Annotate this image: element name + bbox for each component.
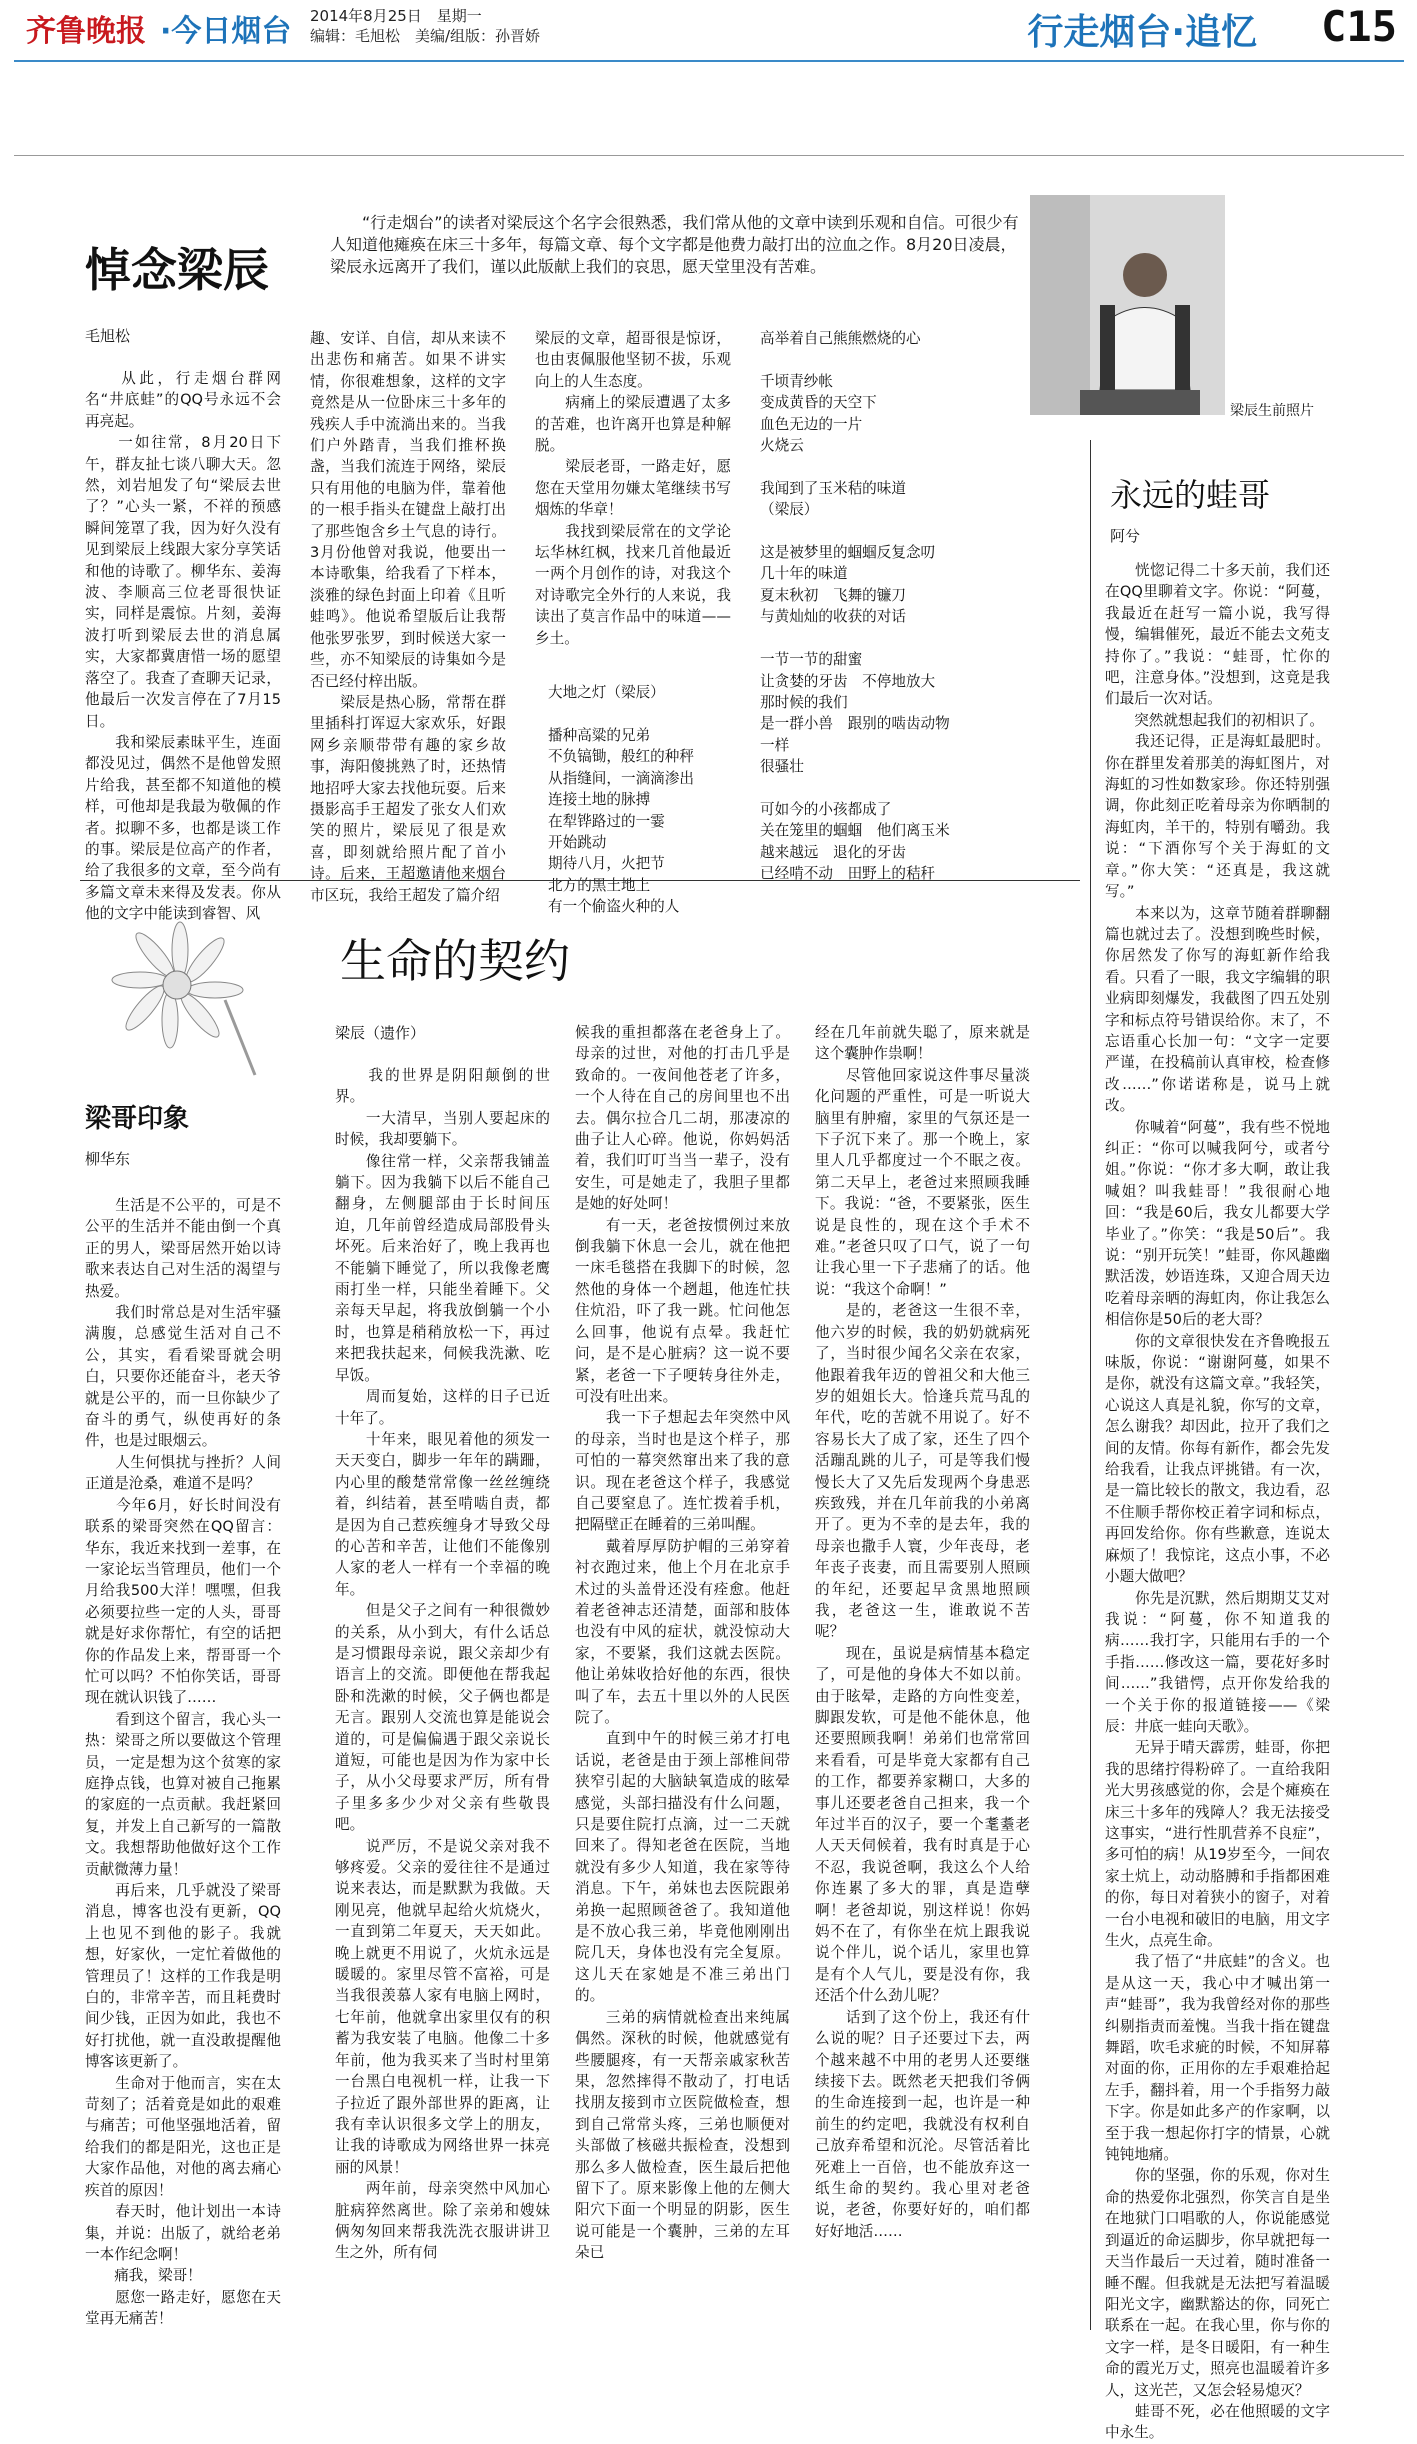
article-contract-col1: 我的世界是阴阳颠倒的世界。 一大清早，当别人要起床的时候，我却要躺下。 像往常一样，父亲帮我铺盖躺下。因为我躺下以后不能自己翻身，左侧腿部由于长时间压迫，几年前曾经造成局部股骨头坏死。后来治好了，晚上我再也不能躺下睡觉了，所以我像老鹰雨打坐一样，只能坐着睡下。父亲每天早起，将我放倒躺一个小时，也算是稍稍放松一下，再过来把我扶起来，伺候我洗漱、吃早饭。 周而复始，这样的日子已近十年了。 十年来，眼见着他的须发一天天变白，脚步一年年的蹒跚，内心里的酸楚常常像一丝丝缠绕着，纠结着，甚至啃啮自责，都是因为自己惹疾缠身才导致父母的心苦和辛苦，让他们不能像别人家的老人一样有一个幸福的晚年。 但是父子之间有一种很微妙的关系，从小到大，有什么话总是习惯跟母亲说，跟父亲却少有语言上的交流。即便他在帮我起卧和洗漱的时候，父子俩也都是无言。跟别人交流也算是能说会道的，可是偏偏遇于跟父亲说长道短，可能也是因为作为家中长子，从小父母要求严厉，所有骨子里多多少少对父亲有些敬畏吧。 说严厉，不是说父亲对我不够疼爱。父亲的爱往往不是通过说来表达，而是默默为我做。天刚见亮，他就早起给火炕烧火，一直到第二年夏天，天天如此。晚上就更不用说了，火炕永远是暖暖的。家里尽管不富裕，可是当我很羡慕人家有电脑上网时，七年前，他就拿出家里仅有的积蓄为我安装了电脑。他像二十多年前，他为我买来了当时村里第一台黑白电视机一样，让我一下子拉近了跟外部世界的距离，让我有幸认识很多文学上的朋友，让我的诗歌成为网络世界一抹亮丽的风景！ 两年前，母亲突然中风加心脏病猝然离世。除了亲弟和嫂妹俩匆匆回来帮我洗洗衣服讲讲卫生之外，所有伺 [335, 1067, 550, 2262]
byline-liu: 柳华东 [85, 1150, 131, 1168]
byline-axi: 阿兮 [1110, 527, 1141, 545]
poem-lamp-part2: 高举着自己熊熊燃烧的心 千顷青纱帐 变成黄昏的天空下 血色无边的一片 火烧云 我闻到了玉米秸的味道 （梁辰） 这是被梦里的蝈蝈反复念叨 几十年的味道 夏末秋初 飞舞的镰刀 与黄灿灿的收获的对话 一节一节的甜蜜 让贪婪的牙齿 不停地放大 那时候的我们 是一群小兽 跟别的啮齿动物一样 很骚壮 可如今的小孩都成了 关在笼里的蝈蝈 他们离玉米 越来越远 退化的牙齿 已经啃不动 田野上的秸秆 [760, 330, 950, 883]
byline-mao: 毛旭松 [85, 327, 131, 345]
edition-name: ·今日烟台 [160, 14, 292, 49]
article-title-frog: 永远的蛙哥 [1110, 476, 1271, 514]
byline-liangchen: 梁辰（遗作） [335, 1024, 426, 1042]
article-impression-text: 生活是不公平的，可是不公平的生活并不能由倒一个真正的男人，梁哥居然开始以诗歌来表达自己对生活的渴望与热爱。 我们时常总是对生活牢骚满腹，总感觉生活对自己不公，其实，看看梁哥就会明白，只要你还能奋斗，老天爷就是公平的，而一旦你缺少了奋斗的勇气，纵使再好的条件，也是过眼烟云。 人生何惧扰与挫折？人间正道是沧桑，难道不是吗？ 今年6月，好长时间没有联系的梁哥突然在QQ留言：华东，我近来找到一差事，在一家论坛当管理员，他们一个月给我500大洋！嘿嘿，但我必须要拉些一定的人头，哥哥就是好求你帮忙，有空的话把你的作品发上来，帮哥哥一个忙可以吗？不怕你笑话，哥哥现在就认识钱了…… 看到这个留言，我心头一热：梁哥之所以要做这个管理员，一定是想为这个贫寒的家庭挣点钱，也算对被自己拖累的家庭的一点贡献。我赶紧回复，并发上自己新写的一篇散文。我想帮助他做好这个工作贡献微薄力量！ 再后来，几乎就没了梁哥消息，博客也没有更新，QQ上也见不到他的影子。我就想，好家伙，一定忙着做他的管理员了！这样的工作我是明白的，非常辛苦，而且耗费时间少钱，正因为如此，我也不好打扰他，就一直没敢提醒他博客该更新了。 生命对于他而言，实在太苛刻了；活着竟是如此的艰难与痛苦；可他坚强地活着，留给我们的都是阳光，这也正是大家作品他，对他的离去痛心疾首的原因！ 春天时，他计划出一本诗集，并说：出版了，就给老弟一本作纪念啊！ 痛我，梁哥！ 愿您一路走好，愿您在天堂再无痛苦！ [85, 1197, 281, 2328]
article-mourning-col1: 从此，行走烟台群网名“井底蛙”的QQ号永远不会再亮起。 一如往常，8月20日下午，群友扯七谈八聊大天。忽然，刘岩旭发了句“梁辰去世了？”心头一紧，不祥的预感瞬间笼罩了我，因为好久没有见到梁辰上线跟大家分享笑话和他的诗歌了。柳华东、姜海波、李顺高三位老哥很快证实，同样是震惊。片刻，姜海波打听到梁辰去世的消息属实，大家都冀唐惜一场的愿望落空了。我查了查聊天记录，他最后一次发言停在了7月15日。 我和梁辰素昧平生，连面都没见过，偶然不是他曾发照片给我，甚至都不知道他的模样，可他却是我最为敬佩的作者。拟聊不多，也都是谈工作的事。梁辰是位高产的作者，给了我很多的文章，至今尚有多篇文章未来得及发表。你从他的文字中能读到睿智、风 [85, 370, 281, 923]
article-title-contract: 生命的契约 [340, 934, 570, 988]
poem-lamp-part1: 播种高粱的兄弟 不负镐锄，般红的种秤 从指缝间，一滴滴渗出 连接土地的脉搏 在犁铧路过的一霎 开始跳动 期待八月，火把节 北方的黑土地上 有一个偷盗火种的人 [548, 727, 694, 916]
article-contract-col2: 候我的重担都落在老爸身上了。母亲的过世，对他的打击几乎是致命的。一夜间他苍老了许多，一个人待在自己的房间里也不出去。偶尔拉合几二胡，那凄凉的曲子让人心碎。他说，你妈妈活着，我们叮叮当当一辈子，没有安生，可是她走了，我胆子里都是她的好处呵！ 有一天，老爸按惯例过来放倒我躺下休息一会儿，就在他把一床毛毯搭在我脚下的时候，忽然他的身体一个趔趄，他连忙扶住炕沿，吓了我一跳。忙问他怎么回事，他说有点晕。我赶忙问，是不是心脏病？这一说不要紧，老爸一下子哽转身往外走，可没有吐出来。 我一下子想起去年突然中风的母亲，当时也是这个样子，那可怕的一幕突然窜出来了我的意识。现在老爸这个样子，我感觉自己要窒息了。连忙拨着手机，把隔壁正在睡着的三弟叫醒。 戴着厚厚防护帽的三弟穿着衬衣跑过来，他上个月在北京手术过的头盖骨还没有痊愈。他赶着老爸神志还清楚，面部和肢体也没有中风的症状，就没惊动大家，不要紧，我们这就去医院。他让弟妹收拾好他的东西，很快叫了车，去五十里以外的人民医院了。 直到中午的时候三弟才打电话说，老爸是由于颈上部椎间带狭窄引起的大脑缺氧造成的眩晕感觉，头部扫描没有什么问题，只是要住院打点滴，过一二天就回来了。得知老爸在医院，当地就没有多少人知道，我在家等待消息。下午，弟妹也去医院跟弟弟换一起照顾爸爸了。我知道他是不放心我三弟，毕竟他刚刚出院几天，身体也没有完全复原。这儿天在家她是不准三弟出门的。 三弟的病情就检查出来纯属偶然。深秋的时候，他就感觉有些腰腿疼，有一天帮亲戚家秋苦果，忽然摔得不散动了，打电话找朋友接到市立医院做检查，想到自己常常头疼，三弟也顺便对头部做了核磁共振检查，没想到那么多人做检查，医生最后把他留下了。原来影像上他的左侧大阳穴下面一个明显的阴影，医生说可能是一个囊肿，三弟的左耳朵已 [575, 1024, 790, 2262]
masthead [0, 0, 1417, 60]
page-number: C15 [1321, 2, 1397, 51]
article-title-impression: 梁哥印象 [85, 1104, 190, 1134]
section-title: 行走烟台·追忆 [1027, 12, 1257, 53]
article-mourning-col3: 梁辰的文章，超哥很是惊讶，也由衷佩服他坚韧不拔，乐观向上的人生态度。 病痛上的梁辰遭遇了太多的苦难，也许离开也算是种解脱。 梁辰老哥，一路走好，愿您在天堂用勿嫌太笔继续书写烟炼的华章！ 我找到梁辰常在的文学论坛华林红枫，找来几首他最近一两个月创作的诗，对我这个对诗歌完全外行的人来说，我读出了莫言作品中的味道——乡土。 [535, 330, 731, 647]
article-title-mourning: 悼念梁辰 [85, 243, 269, 297]
chrysanthemum-image [85, 920, 265, 1080]
article-contract-col3: 经在几年前就失聪了，原来就是这个囊肿作祟啊！ 尽管他回家说这件事尽量淡化问题的严重性，可是一听说大脑里有肿瘤，家里的气氛还是一下子沉下来了。那一个晚上，家里人几乎都度过一个不眠之夜。第二天早上，老爸过来照顾我睡下。我说：“爸，不要紧张，医生说是良性的，现在这个手术不难。”老爸只叹了口气，说了一句让我心里一下子悲痛了的话。他说：“我这个命啊！” 是的，老爸这一生很不幸，他六岁的时候，我的奶奶就病死了，当时很少闻名父亲在农家，他跟着我年迈的曾祖父和大他三岁的姐姐长大。恰逢兵荒马乱的年代，吃的苦就不用说了。好不容易长大了成了家，还生了四个活蹦乱跳的儿子，可是等我们慢慢长大了又先后发现两个身患恶疾致残，并在几年前我的小弟离开了。更为不幸的是去年，我的母亲也撒手人寰，少年丧母，老年丧子丧妻，而且需要别人照顾的年纪，还要起早贪黑地照顾我，老爸这一生，谁敢说不苦呢？ 现在，虽说是病情基本稳定了，可是他的身体大不如以前。由于眩晕，走路的方向性变差，脚跟发软，可是他不能休息，他还要照顾我啊！弟弟们也常常回来看看，可是毕竟大家都有自己的工作，都要养家糊口，大多的事儿还要老爸自己担来，我一个年过半百的汉子，要一个耄耋老人天天伺候着，我有时真是于心不忍，我说爸啊，我这么个人给你连累了多大的罪，真是造孽啊！老爸却说，别这样说！你妈妈不在了，有你坐在炕上跟我说说个伴儿，说个话儿，家里也算是有个人气儿，要是没有你，我还活个什么劲儿呢？ 话到了这个份上，我还有什么说的呢？日子还要过下去，两个越来越不中用的老男人还要继续接下去。既然老天把我们爷俩的生命连接到一起，也许是一种前生的约定吧，我就没有权利自己放弃希望和沉沦。尽管活着比死难上一百倍，也不能放弃这一纸生命的契约。我心里对老爸说，老爸，你要好好的，咱们都好好地活…… [815, 1024, 1030, 2240]
newspaper-name: 齐鲁晚报 [26, 14, 146, 49]
poem-heading-lamp: 大地之灯（梁辰） [548, 684, 665, 701]
issue-info [310, 6, 540, 46]
editor-line: 编辑：毛旭松 美编/组版：孙晋娇 [310, 27, 541, 45]
divider-right-column [1090, 440, 1091, 2330]
photo-caption: 梁辰生前照片 [1230, 403, 1314, 419]
divider-horizontal [80, 880, 1080, 881]
chrysanthemum-icon [85, 920, 265, 1080]
date-line: 2014年8月25日 星期一 [310, 7, 482, 25]
editor-intro: “行走烟台”的读者对梁辰这个名字会很熟悉，我们常从他的文章中读到乐观和自信。可很少有人知道他瘫痪在床三十多年，每篇文章、每个文字都是他费力敲打出的泣血之作。8月20日凌晨，梁辰永远离开了我们，谨以此版献上我们的哀思，愿天堂里没有苦难。 [330, 213, 1019, 276]
article-mourning-col2: 趣、安详、自信，却从来读不出悲伤和痛苦。如果不讲实情，你很难想象，这样的文字竟然是从一位卧床三十多年的残疾人手中流淌出来的。当我们户外踏青，当我们推杯换盏，当我们流连于网络，梁辰只有用他的电脑为伴，靠着他的一根手指头在键盘上敲打出了那些饱含乡土气息的诗行。3月份他曾对我说，他要出一本诗歌集，给我看了下样本，淡雅的绿色封面上印着《且听蛙鸣》。他说希望版后让我帮他张罗张罗，到时候送大家一些，亦不知梁辰的诗集如今是否已经付梓出版。 梁辰是热心肠，常帮在群里插科打诨逗大家欢乐，好跟网乡亲顺带带有趣的家乡故事，海阳傻挑熟了时，还热情地招呼大家去找他玩耍。后来摄影高手王超发了张女人们欢笑的照片，梁辰见了很是欢喜，即刻就给照片配了首小诗。后来，王超邀请他来烟台市区玩，我给王超发了篇介绍 [310, 330, 506, 904]
liangchen-photo [1030, 195, 1225, 415]
article-frog-text: 恍惚记得二十多天前，我们还在QQ里聊着文字。你说：“阿蔓，我最近在赶写一篇小说，我写得慢，编辑催死，最近不能去文苑支持你了。”我说：“蛙哥，忙你的吧，注意身体。”没想到，这竟是我们最后一次对话。 突然就想起我们的初相识了。 我还记得，正是海虹最肥时。你在群里发着那美的海虹图片，对海虹的习性如数家珍。你还特别强调，你此刻正吃着母亲为你晒制的海虹肉，羊干的，特别有嚼劲。我说：“下酒你写个关于海虹的文章。”你大笑：“还真是，我这就写。” 本来以为，这章节随着群聊翻篇也就过去了。没想到晚些时候，你居然发了你写的海虹新作给我看。只看了一眼，我文字编辑的职业病即刻爆发，我截图了四五处别字和标点符号错误给你。末了，不忘语重心长加一句：“文字一定要严谨，在投稿前认真审校，检查修改……”你诺诺称是，说马上就改。 你喊着“阿蔓”，我有些不悦地纠正：“你可以喊我阿兮，或者兮姐。”你说：“你才多大啊，敢让我喊姐？叫我蛙哥！”我很耐心地回：“我是60后，我女儿都要大学毕业了。”你笑：“我是50后”。我说：“别开玩笑！”蛙哥，你风趣幽默活泼，妙语连珠，又迎合周天边吃着母亲晒的海虹肉，你让我怎么相信你是50后的老大哥？ 你的文章很快发在齐鲁晚报五味版，你说：“谢谢阿蔓，如果不是你，就没有这篇文章。”我轻笑，心说这人真是礼貌，你写的文章，怎么谢我？却因此，拉开了我们之间的友情。你每有新作，都会先发给我看，让我点评挑错。有一次，是一篇比较长的散文，我边看，忍不住顺手帮你校正着字词和标点，再回发给你。你有些歉意，连说太麻烦了！我惊诧，这点小事，不必小题大做吧？ 你先是沉默，然后期期艾艾对我说：“阿蔓，你不知道我的病……我打字，只能用右手的一个手指……修改这一篇，要花好多时间……”我错愕，点开你发给我的一个关于你的报道链接——《梁辰：井底一蛙向天歌》。 无异于晴天霹雳，蛙哥，你把我的思绪拧得粉碎了。一直给我阳光大男孩感觉的你，会是个瘫痪在床三十多年的残障人？我无法接受这事实，“进行性肌营养不良症”，多可怕的病！从19岁至今，一间农家土炕上，动动胳膊和手指都困难的你，每日对着狭小的窗子，对着一台小电视和破旧的电脑，用文字生火，点亮生命。 我了悟了“井底蛙”的含义。也是从这一天，我心中才喊出第一声“蛙哥”，我为我曾经对你的那些纠剔指责而羞愧。当我十指在键盘舞蹈，吹毛求疵的时候，不知屏幕对面的你，正用你的左手艰难拾起左手，翻抖着，用一个手指努力敲下字。你是如此多产的作家啊，以至于我一想起你打字的情景，心就钝钝地痛。 你的坚强，你的乐观，你对生命的热爱你北强烈，你笑言自是坐在地狱门口唱歌的人，你说能感觉到逼近的命运脚步，你早就把每一天当作最后一天过着，随时准备一睡不醒。但我就是无法把写着温暖阳光文字，幽默豁达的你，同死亡联系在一起。在我心里，你与你的文字一样，是冬日暖阳，有一种生命的霞光万丈，照亮也温暖着许多人，这光芒，又怎会轻易熄灭？ 蛙哥不死，必在他照暖的文字中永生。 [1105, 562, 1330, 2442]
top-rule [14, 155, 1404, 156]
person-in-wheelchair-icon [1030, 195, 1225, 415]
masthead-rule [14, 60, 1404, 62]
